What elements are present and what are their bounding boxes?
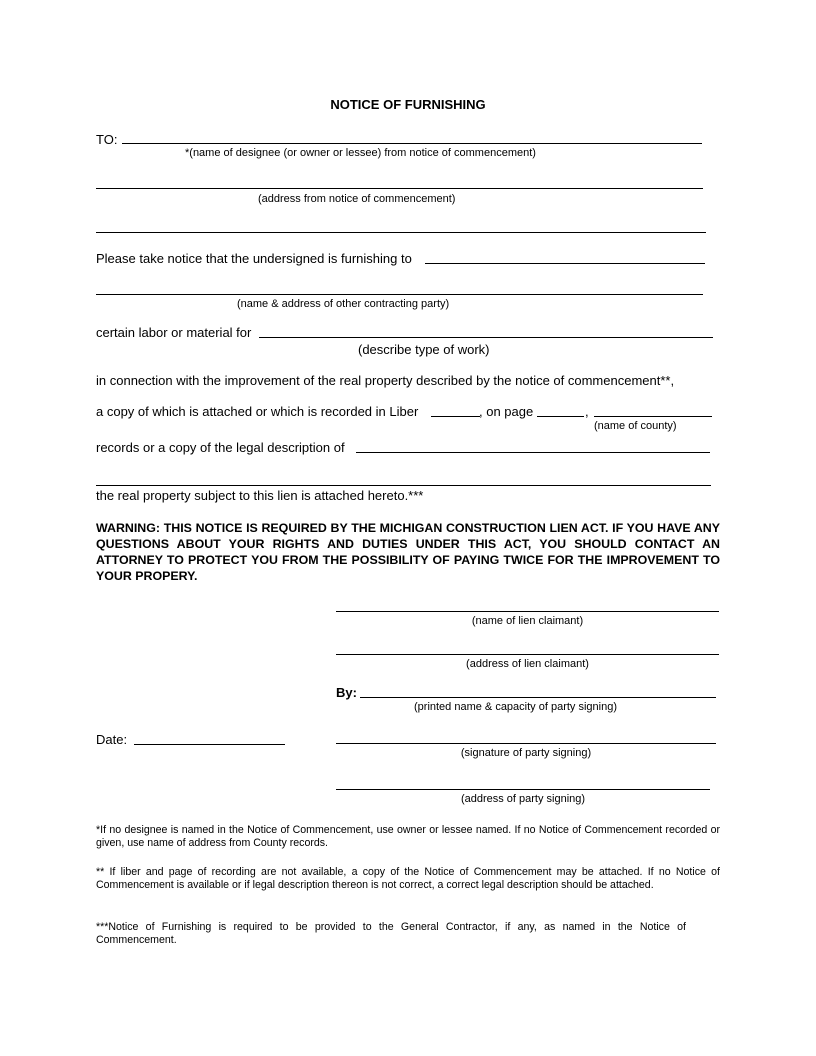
printed-name-caption: (printed name & capacity of party signing) [414, 701, 617, 713]
liber-field[interactable] [431, 416, 480, 417]
lien-claimant-address-field[interactable] [336, 654, 719, 655]
designee-caption: *(name of designee (or owner or lessee) from notice of commencement) [185, 147, 536, 159]
other-party-field[interactable] [96, 294, 703, 295]
labor-text: certain labor or material for [96, 325, 252, 340]
notice-address-caption: (address from notice of commencement) [258, 193, 456, 205]
signature-caption: (signature of party signing) [460, 747, 592, 759]
work-caption: (describe type of work) [358, 342, 490, 357]
party-address-caption: (address of party signing) [460, 793, 586, 805]
page-field[interactable] [537, 416, 584, 417]
printed-name-field[interactable] [360, 697, 716, 698]
furnishing-text: Please take notice that the undersigned is furnishing to [96, 251, 412, 266]
subject-text: the real property subject to this lien is attached hereto.*** [96, 488, 424, 503]
designee-field[interactable] [122, 143, 702, 144]
page-title: NOTICE OF FURNISHING [330, 97, 486, 112]
by-label: By: [336, 685, 357, 700]
date-label: Date: [96, 732, 128, 747]
signature-field[interactable] [336, 743, 716, 744]
notice-address-field[interactable] [96, 188, 703, 189]
connection-text: in connection with the improvement of the real property described by the notice of commencement**, [96, 373, 675, 388]
furnishing-to-field[interactable] [425, 263, 705, 264]
county-caption: (name of county) [594, 420, 677, 432]
copy-text-c: , [585, 404, 589, 419]
warning-paragraph: WARNING: THIS NOTICE IS REQUIRED BY THE MICHIGAN CONSTRUCTION LIEN ACT. IF YOU HAVE ANY QUESTIONS ABOUT YOUR RIGHTS AND DUTIES UNDER THIS ACT, YOU SHOULD CONTACT AN ATTORNEY TO PROTECT YOU FROM THE POSSIBILITY OF PAYING TWICE FOR THE IMPROVEMENT TO YOUR PROPERY. [96, 521, 720, 583]
date-field[interactable] [134, 744, 285, 745]
legal-description-field-2[interactable] [96, 485, 711, 486]
lien-claimant-name-field[interactable] [336, 611, 719, 612]
copy-text-a: a copy of which is attached or which is recorded in Liber [96, 404, 419, 419]
party-address-field[interactable] [336, 789, 710, 790]
notice-address-field-2[interactable] [96, 232, 706, 233]
to-label: TO: [96, 132, 118, 147]
other-party-caption: (name & address of other contracting party) [237, 298, 450, 310]
lien-claimant-name-caption: (name of lien claimant) [471, 615, 584, 627]
legal-description-field[interactable] [356, 452, 710, 453]
footnote-1: *If no designee is named in the Notice of Commencement, use owner or lessee named. If no Notice of Commencement recorded or given, use name of address from County records. [96, 824, 720, 849]
footnote-3: ***Notice of Furnishing is required to be provided to the General Contractor, if any, as named in the Notice of Commencement. [96, 921, 686, 946]
lien-claimant-address-caption: (address of lien claimant) [466, 658, 589, 670]
copy-text-b: , on page [479, 404, 534, 419]
footnote-2: ** If liber and page of recording are not available, a copy of the Notice of Commencement may be attached. If no Notice of Commencement is available or if legal description thereon is not correct, a correct legal description should be attached. [96, 866, 720, 891]
county-field[interactable] [594, 416, 712, 417]
work-type-field[interactable] [259, 337, 713, 338]
records-text: records or a copy of the legal description of [96, 440, 345, 455]
